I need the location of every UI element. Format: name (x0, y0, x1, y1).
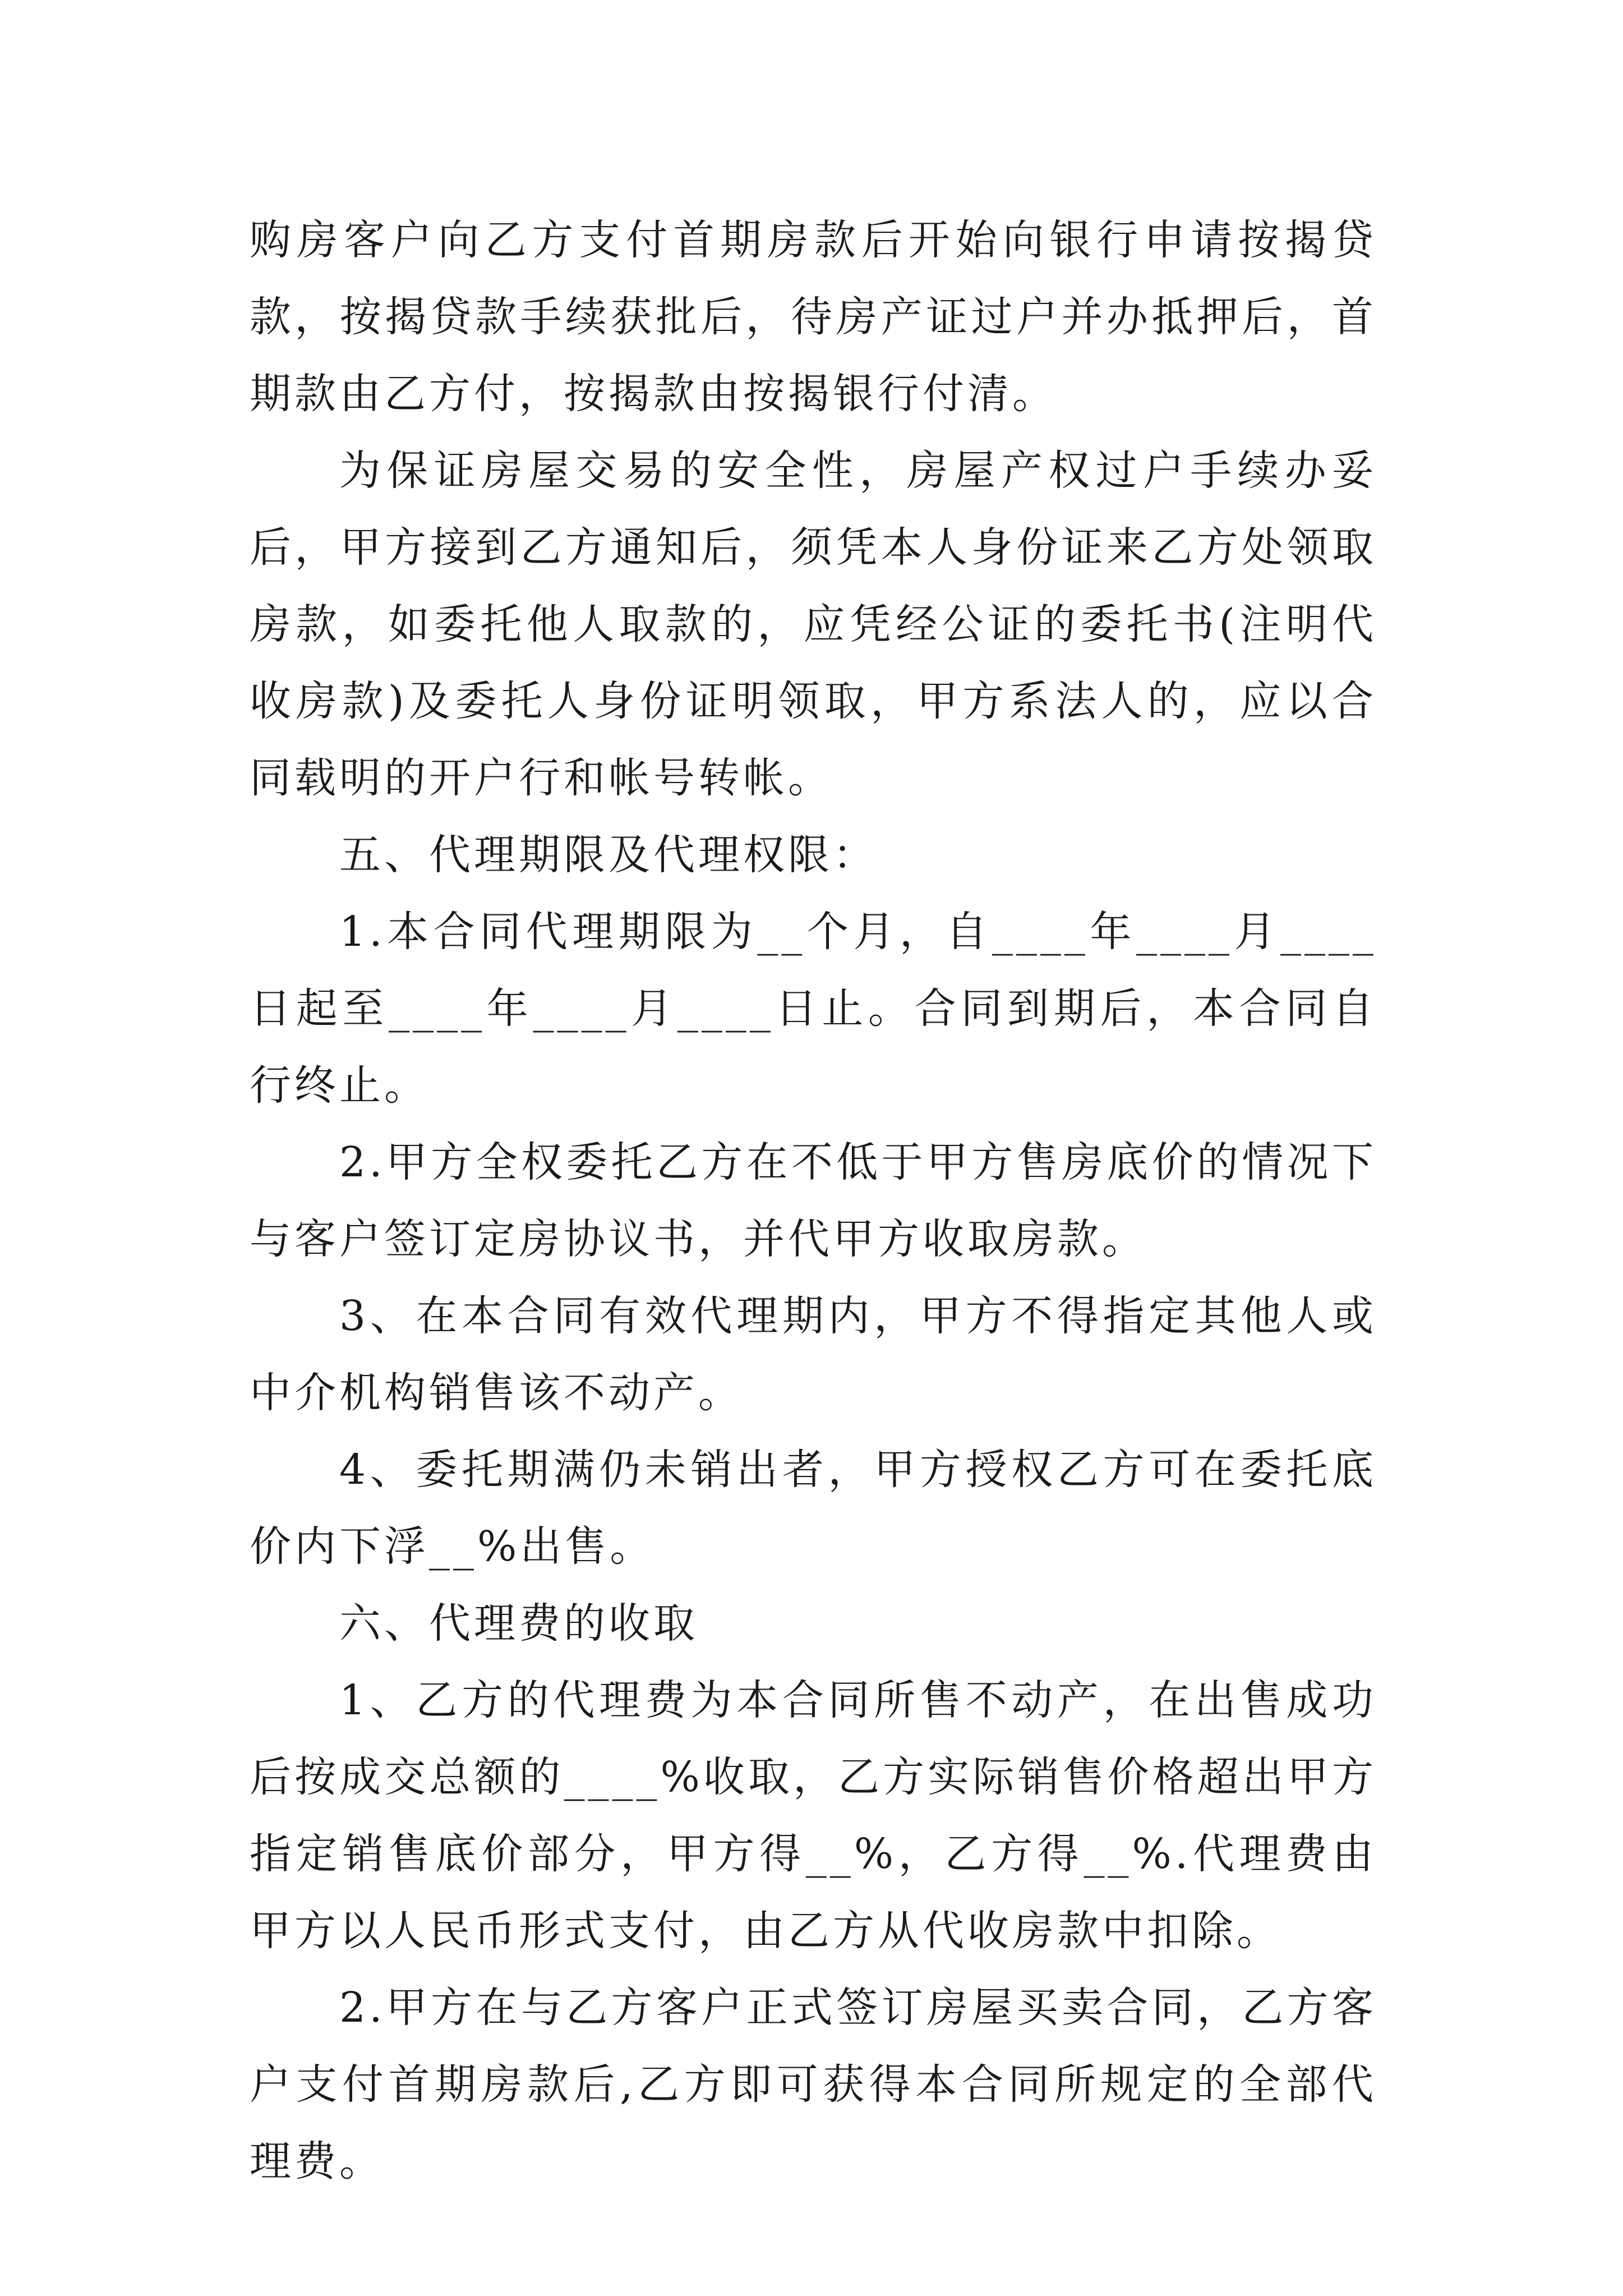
clause-fee-entitlement: 2.甲方在与乙方客户正式签订房屋买卖合同，乙方客户支付首期房款后,乙方即可获得本合同所规定的全部代理费。 (250, 1984, 1377, 2185)
clause-full-authority: 2.甲方全权委托乙方在不低于甲方售房底价的情况下与客户签订定房协议书，并代甲方收取房款。 (250, 1138, 1377, 1263)
paragraph-payment-process: 购房客户向乙方支付首期房款后开始向银行申请按揭贷款，按揭贷款手续获批后，待房产证过户并办抵押后，首期款由乙方付，按揭款由按揭银行付清。 (250, 216, 1377, 418)
section-heading-agency-fee: 六、代理费的收取 (339, 1599, 698, 1648)
paragraph-transaction-safety: 为保证房屋交易的安全性，房屋产权过户手续办妥后，甲方接到乙方通知后，须凭本人身份证来乙方处领取房款，如委托他人取款的，应凭经公证的委托书(注明代收房款)及委托人身份证明领取，甲方系法人的，应以合同载明的开户行和帐号转帐。 (250, 447, 1377, 802)
document-body (250, 202, 1377, 2200)
section-heading-agency-term: 五、代理期限及代理权限： (339, 831, 878, 879)
clause-price-reduction: 4、委托期满仍未销出者，甲方授权乙方可在委托底价内下浮__%出售。 (250, 1446, 1377, 1571)
clause-agency-period: 1.本合同代理期限为__个月，自____年____月____日起至____年____月____日止。合同到期后，本合同自行终止。 (250, 908, 1377, 1110)
clause-fee-calculation: 1、乙方的代理费为本合同所售不动产，在出售成功后按成交总额的____%收取，乙方实际销售价格超出甲方指定销售底价部分，甲方得__%，乙方得__%.代理费由甲方以人民币形式支付，由乙方从代收房款中扣除。 (250, 1676, 1377, 1955)
clause-exclusive-agency: 3、在本合同有效代理期内，甲方不得指定其他人或中介机构销售该不动产。 (250, 1292, 1377, 1417)
